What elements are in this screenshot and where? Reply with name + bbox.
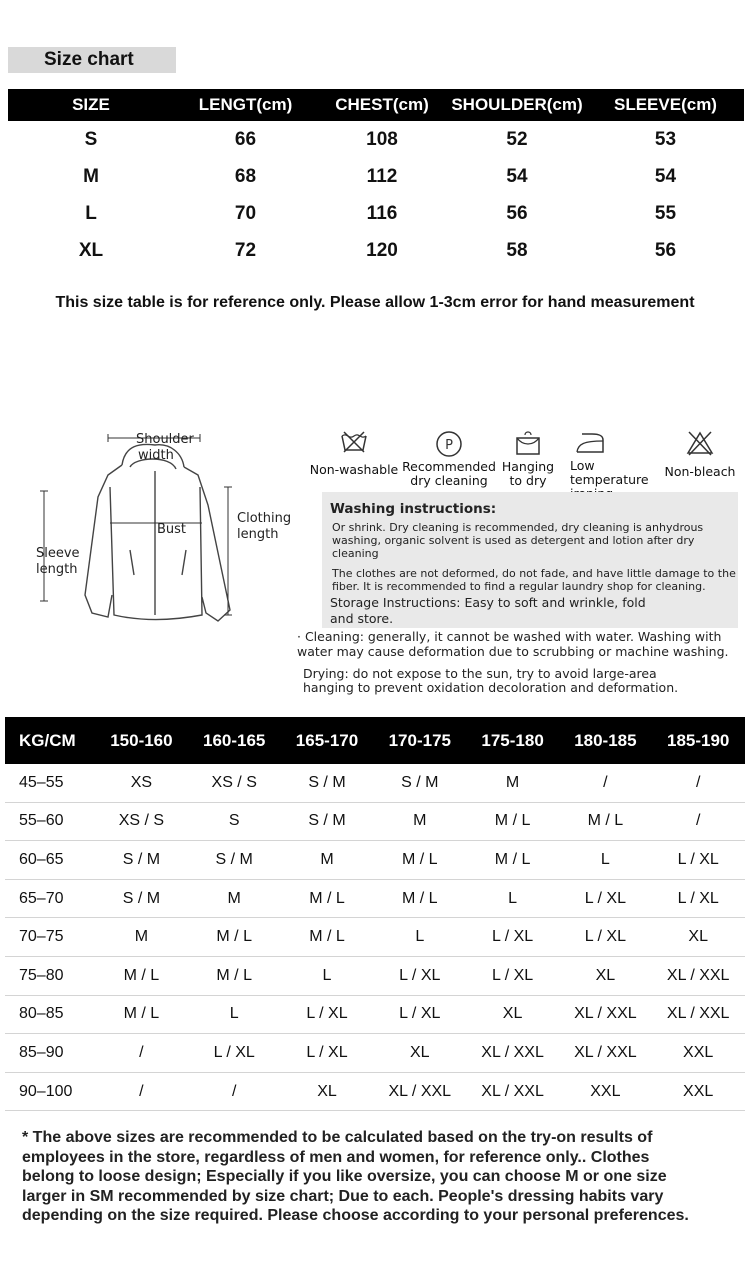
recommended-size-cell: L xyxy=(322,966,332,984)
recommended-size-cell: / xyxy=(695,773,701,791)
recommended-size-cell: L / XL xyxy=(677,850,719,868)
fit-table-row xyxy=(5,996,745,1035)
shoulder-width-label-2: width xyxy=(138,448,174,463)
recommended-size-cell: S / M xyxy=(308,812,346,830)
fit-table-header-cell: 185-190 xyxy=(666,730,730,750)
chest-cell: 112 xyxy=(366,165,398,187)
weight-range-cell: 70–75 xyxy=(19,928,64,946)
recommended-size-cell: XL / XXL xyxy=(481,1043,544,1061)
recommended-size-cell: M xyxy=(413,812,427,830)
recommended-size-cell: M xyxy=(505,773,520,791)
care-icons xyxy=(300,425,750,500)
size-table-row xyxy=(8,121,744,158)
fit-table-header-cell: 160-165 xyxy=(203,730,266,750)
care-label: Recommended xyxy=(402,459,496,474)
recommended-size-cell: M / L xyxy=(216,928,252,946)
recommended-size-cell: XL / XXL xyxy=(574,1005,637,1023)
recommended-size-cell: XL / XXL xyxy=(666,1005,730,1023)
recommended-size-cell: M xyxy=(227,889,241,907)
sleeve-cell: 55 xyxy=(654,202,677,224)
low-iron-icon xyxy=(574,430,606,456)
weight-range-cell: 90–100 xyxy=(19,1082,73,1100)
dry-clean-icon xyxy=(435,430,463,458)
recommended-size-cell: M / L xyxy=(309,889,345,907)
fit-table-row xyxy=(5,957,745,996)
recommended-size-cell: M / L xyxy=(494,850,531,868)
fit-table-header-cell: 170-175 xyxy=(388,730,451,750)
weight-range-cell: 60–65 xyxy=(19,850,64,868)
size-table xyxy=(8,89,744,269)
recommended-size-cell: L / XL xyxy=(399,966,441,984)
recommended-size-cell: XL / XXL xyxy=(666,966,730,984)
recommended-size-cell: L / XL xyxy=(677,889,719,907)
shoulder-cell: 52 xyxy=(506,128,528,150)
recommended-size-cell: XXL xyxy=(590,1082,621,1100)
storage-line: Storage Instructions: Easy to soft and wrinkle, fold xyxy=(330,595,646,610)
size-cell: XL xyxy=(78,239,104,261)
sleeve-length-label-2: length xyxy=(36,562,78,577)
fit-table-header-cell: 165-170 xyxy=(295,730,359,750)
weight-range-cell: 45–55 xyxy=(19,773,64,791)
cleaning-line: water may cause deformation due to scrubbing or machine washing. xyxy=(297,644,729,659)
fit-table-header-cell: 150-160 xyxy=(110,730,173,750)
size-table-header-cell: LENGT(cm) xyxy=(198,95,293,114)
recommended-size-cell: M / L xyxy=(494,812,531,830)
length-cell: 70 xyxy=(234,202,257,224)
recommended-size-cell: XL / XXL xyxy=(574,1043,637,1061)
recommended-size-cell: M / L xyxy=(402,850,438,868)
sleeve-cell: 56 xyxy=(654,239,677,261)
washing-title: Washing instructions: xyxy=(330,501,497,517)
recommended-size-cell: M xyxy=(134,928,149,946)
cleaning-line: · Cleaning: generally, it cannot be washed with water. Washing with xyxy=(297,629,722,644)
fit-table-row xyxy=(5,803,745,842)
size-table-header-cell: SHOULDER(cm) xyxy=(451,95,583,114)
recommended-size-cell: XXL xyxy=(683,1043,714,1061)
size-cell: S xyxy=(84,128,98,150)
recommended-size-cell: XXL xyxy=(683,1082,714,1100)
fit-table-row xyxy=(5,1034,745,1073)
recommended-size-cell: XS / S xyxy=(118,812,165,830)
care-item xyxy=(496,430,560,488)
care-item xyxy=(570,430,656,501)
sleeve-length-label: Sleeve xyxy=(36,546,80,561)
recommended-size-cell: L xyxy=(229,1005,239,1023)
footnote-line: belong to loose design; Especially if you like oversize, you can choose M or one size xyxy=(22,1168,667,1185)
sleeve-cell: 54 xyxy=(654,165,677,187)
shoulder-cell: 54 xyxy=(506,165,528,187)
washing-p1-line: cleaning xyxy=(332,547,379,560)
washing-p1-line: washing, organic solvent is used as detergent and lotion after dry xyxy=(332,534,695,547)
size-table-row xyxy=(8,195,744,232)
recommended-size-cell: L / XL xyxy=(584,928,626,946)
recommended-size-cell: XS / S xyxy=(211,773,257,791)
recommended-size-cell: XL / XXL xyxy=(388,1082,452,1100)
recommended-size-cell: L xyxy=(508,889,518,907)
care-label: Hanging xyxy=(501,459,555,474)
care-label: Non-bleach xyxy=(664,464,736,479)
recommended-size-cell: / xyxy=(231,1082,237,1100)
fit-table-header-cell: 180-185 xyxy=(574,730,637,750)
chest-cell: 120 xyxy=(366,239,398,261)
recommended-size-cell: XL / XXL xyxy=(481,1082,544,1100)
size-chart-label: Size chart xyxy=(8,47,176,73)
size-cell: L xyxy=(85,202,97,224)
size-table-header xyxy=(8,89,744,121)
recommended-size-cell: L / XL xyxy=(213,1043,255,1061)
fit-table-row xyxy=(5,1073,745,1112)
size-table-row xyxy=(8,158,744,195)
chest-cell: 116 xyxy=(366,202,398,224)
care-item xyxy=(650,430,750,479)
care-item xyxy=(400,430,498,488)
chest-cell: 108 xyxy=(366,128,398,150)
size-table-note: This size table is for reference only. Please allow 1-3cm error for hand measurement xyxy=(55,294,695,311)
recommended-size-cell: M / L xyxy=(123,1005,160,1023)
recommended-size-cell: / xyxy=(139,1082,144,1100)
size-table-header-cell: CHEST(cm) xyxy=(335,95,429,114)
recommended-size-cell: XL xyxy=(410,1043,430,1061)
size-table-header-cell: SIZE xyxy=(72,95,110,114)
recommended-size-cell: XL xyxy=(688,928,708,946)
recommended-size-cell: L / XL xyxy=(306,1043,348,1061)
length-cell: 72 xyxy=(234,239,257,261)
care-label: temperature xyxy=(570,472,649,487)
shoulder-width-label: Shoulder xyxy=(136,432,194,447)
size-table-header-cell: SLEEVE(cm) xyxy=(614,95,717,114)
weight-range-cell: 65–70 xyxy=(19,889,64,907)
no-wash-icon xyxy=(340,430,368,454)
recommended-size-cell: L xyxy=(600,850,610,868)
recommended-size-cell: XS xyxy=(130,773,153,791)
fit-table-row xyxy=(5,764,745,803)
drying-line: Drying: do not expose to the sun, try to avoid large-area xyxy=(303,666,657,681)
clothing-length-label: Clothing xyxy=(237,511,292,526)
care-label: dry cleaning xyxy=(410,473,488,488)
weight-range-cell: 75–80 xyxy=(19,966,64,984)
footnote-line: larger in SM recommended by size chart; Due to each. People's dressing habits vary xyxy=(22,1187,664,1205)
recommended-size-cell: M / L xyxy=(123,966,160,984)
recommended-size-cell: L xyxy=(415,928,425,946)
weight-range-cell: 85–90 xyxy=(19,1043,64,1061)
length-cell: 66 xyxy=(234,128,257,150)
recommended-size-cell: L / XL xyxy=(491,966,534,984)
care-item xyxy=(302,430,406,477)
recommended-size-cell: L / XL xyxy=(584,889,626,907)
svg-text:P: P xyxy=(445,438,453,453)
care-label: Non-washable xyxy=(309,462,399,477)
footnote-line: employees in the store, regardless of men and women, for reference only.. Clothes xyxy=(22,1148,650,1166)
recommended-size-cell: M / L xyxy=(587,812,624,830)
footnote xyxy=(22,1128,750,1226)
recommended-size-cell: XL xyxy=(502,1005,523,1023)
fit-table-row xyxy=(5,918,745,957)
fit-table-body xyxy=(5,764,745,1111)
sleeve-cell: 53 xyxy=(654,128,677,150)
footnote-line: depending on the size required. Please choose according to your personal preferences. xyxy=(22,1207,689,1224)
length-cell: 68 xyxy=(234,165,257,187)
measurement-diagram xyxy=(30,425,300,635)
recommended-size-cell: XL xyxy=(317,1082,337,1100)
drying-line: hanging to prevent oxidation decoloration and deformation. xyxy=(303,680,679,695)
recommended-size-cell: S / M xyxy=(122,850,161,868)
recommended-size-cell: S / M xyxy=(308,773,346,791)
fit-table-row xyxy=(5,841,745,880)
bust-label: Bust xyxy=(157,522,187,537)
recommended-size-cell: S / M xyxy=(215,850,253,868)
washing-p1-line: Or shrink. Dry cleaning is recommended, dry cleaning is anhydrous xyxy=(332,521,704,534)
washing-p2-line: fiber. It is recommended to find a regular laundry shop for cleaning. xyxy=(332,580,706,593)
recommended-size-cell: L / XL xyxy=(399,1005,441,1023)
recommended-size-cell: M / L xyxy=(309,928,345,946)
recommended-size-cell: S xyxy=(228,812,240,830)
storage-line: and store. xyxy=(330,611,394,626)
size-cell: M xyxy=(83,165,99,187)
fit-table-row xyxy=(5,880,745,919)
recommended-size-cell: L / XL xyxy=(306,1005,348,1023)
size-table-row xyxy=(8,232,744,269)
fit-table xyxy=(5,717,745,1111)
fit-table-header-cell: 175-180 xyxy=(481,730,544,750)
care-label: to dry xyxy=(509,473,547,488)
recommended-size-cell: M / L xyxy=(216,966,252,984)
weight-range-cell: 55–60 xyxy=(19,812,64,830)
recommended-size-cell: S / M xyxy=(122,889,161,907)
washing-p2-line: The clothes are not deformed, do not fade, and have little damage to the xyxy=(332,567,736,580)
hanging-dry-icon xyxy=(514,430,542,456)
clothing-length-label-2: length xyxy=(237,527,279,542)
shoulder-cell: 58 xyxy=(506,239,528,261)
recommended-size-cell: XL xyxy=(595,966,616,984)
recommended-size-cell: S / M xyxy=(401,773,439,791)
recommended-size-cell: / xyxy=(139,1043,144,1061)
footnote-line: * The above sizes are recommended to be calculated based on the try-on results of xyxy=(22,1129,653,1146)
care-label: Low xyxy=(570,458,595,473)
recommended-size-cell: / xyxy=(603,773,608,791)
weight-range-cell: 80–85 xyxy=(19,1005,64,1023)
recommended-size-cell: / xyxy=(695,812,701,830)
recommended-size-cell: M xyxy=(320,850,334,868)
fit-table-header-cell: KG/CM xyxy=(19,730,76,750)
shoulder-cell: 56 xyxy=(506,202,528,224)
fit-table-header xyxy=(5,717,745,764)
recommended-size-cell: L / XL xyxy=(491,928,534,946)
recommended-size-cell: M / L xyxy=(402,889,438,907)
no-bleach-icon xyxy=(686,430,714,456)
